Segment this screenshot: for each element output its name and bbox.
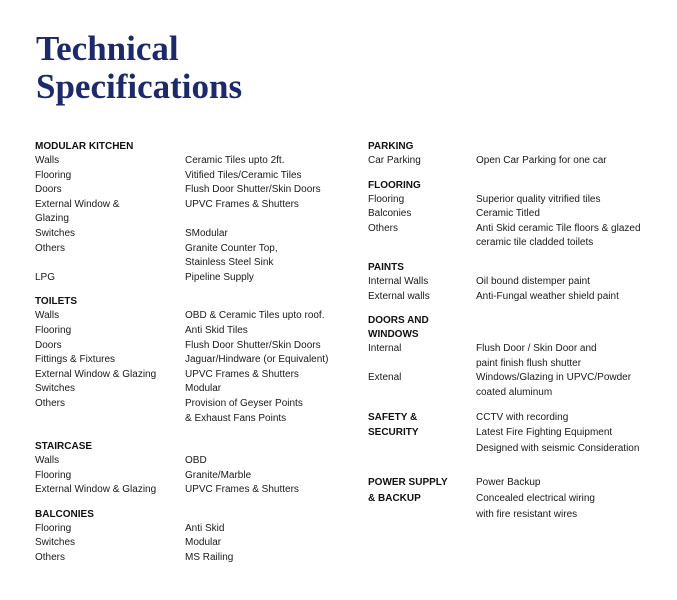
- spec-label: External Window &: [35, 198, 120, 210]
- section-heading: SECURITY: [368, 427, 419, 439]
- title-line-2: Specifications: [36, 67, 243, 106]
- spec-value: UPVC Frames & Shutters: [185, 368, 299, 380]
- spec-label: [368, 236, 476, 251]
- spec-label: External Window & Glazing: [35, 484, 157, 496]
- spec-row: [35, 368, 350, 383]
- spec-value: Granite Counter Top,: [185, 242, 278, 254]
- spec-label: Internal Walls: [368, 275, 429, 287]
- section-heading: BALCONIES: [35, 508, 94, 520]
- spec-value: Stainless Steel Sink: [185, 257, 274, 269]
- spec-row: [35, 183, 350, 198]
- spec-label: Balconies: [368, 208, 412, 220]
- spec-value: Anti Skid ceramic Tile floors & glazed: [476, 222, 641, 234]
- spec-label: Flooring: [35, 522, 72, 534]
- spec-value: Anti Skid: [185, 522, 225, 534]
- spec-row: [368, 236, 668, 251]
- spec-value: [185, 212, 350, 227]
- spec-label: Others: [35, 552, 66, 564]
- spec-row: [368, 411, 668, 427]
- spec-row: [35, 169, 350, 184]
- section-doors-and: [368, 314, 668, 400]
- spec-label: [35, 412, 185, 427]
- spec-value: Vitified Tiles/Ceramic Tiles: [185, 169, 302, 181]
- spec-row: [35, 256, 350, 271]
- spec-row: [368, 426, 668, 442]
- spec-label: Flooring: [35, 324, 72, 336]
- spec-label: [368, 386, 476, 401]
- spec-row: [368, 222, 668, 237]
- spec-value: Superior quality vitrified tiles: [476, 193, 601, 205]
- spec-value: CCTV with recording: [476, 411, 569, 423]
- spec-value: Modular: [185, 383, 222, 395]
- section-safety: [368, 411, 668, 457]
- spec-value: Anti-Fungal weather shield paint: [476, 290, 619, 302]
- section-heading: [368, 508, 476, 522]
- spec-value: Anti Skid Tiles: [185, 324, 248, 336]
- spec-label: Others: [368, 222, 399, 234]
- spec-row: [368, 193, 668, 208]
- spec-row: [368, 290, 668, 305]
- spec-row: [35, 309, 350, 324]
- spec-label: Switches: [35, 537, 76, 549]
- spec-row: [35, 242, 350, 257]
- page-title: [36, 30, 242, 106]
- right-column: [368, 140, 668, 532]
- spec-label: Others: [35, 397, 66, 409]
- spec-value: OBD: [185, 455, 207, 467]
- spec-label: Switches: [35, 383, 76, 395]
- spec-row: [368, 476, 668, 492]
- left-column: [35, 140, 350, 576]
- spec-row: [368, 357, 668, 372]
- spec-label: Flooring: [35, 169, 72, 181]
- spec-row: [368, 207, 668, 222]
- spec-row: [35, 483, 350, 498]
- section-heading: PARKING: [368, 141, 414, 152]
- spec-row: [368, 508, 668, 523]
- spec-label: Others: [35, 242, 66, 254]
- spec-value: Open Car Parking for one car: [476, 155, 607, 166]
- section-heading: MODULAR KITCHEN: [35, 141, 134, 152]
- spec-row: [35, 227, 350, 242]
- spec-label: Switches: [35, 227, 76, 239]
- spec-label: Glazing: [35, 213, 69, 225]
- spec-label: Internal: [368, 343, 402, 355]
- spec-value: Flush Door / Skin Door and: [476, 343, 597, 355]
- section-heading: POWER SUPPLY: [368, 477, 448, 489]
- spec-value: Provision of Geyser Points: [185, 397, 303, 409]
- spec-row: [368, 492, 668, 508]
- section-power: [368, 476, 668, 522]
- spec-value: OBD & Ceramic Tiles upto roof.: [185, 310, 325, 322]
- spec-value: Latest Fire Fighting Equipment: [476, 427, 613, 439]
- spec-row: [35, 454, 350, 469]
- spec-value: ceramic tile cladded toilets: [476, 237, 594, 249]
- spec-label: Doors: [35, 184, 62, 196]
- spec-label: Walls: [35, 455, 60, 467]
- spec-value: Modular: [185, 537, 222, 549]
- spec-row: [368, 154, 668, 169]
- spec-row: [35, 154, 350, 169]
- spec-value: Oil bound distemper paint: [476, 275, 590, 287]
- spec-label: External Window & Glazing: [35, 368, 157, 380]
- spec-row: [35, 382, 350, 397]
- spec-value: SModular: [185, 227, 228, 239]
- spec-label: LPG: [35, 271, 56, 283]
- section-heading: DOORS AND: [368, 315, 429, 327]
- spec-value: Flush Door Shutter/Skin Doors: [185, 184, 321, 196]
- spec-value: with fire resistant wires: [476, 508, 578, 520]
- spec-row: [35, 353, 350, 368]
- spec-row: [35, 536, 350, 551]
- spec-label: Fittings & Fixtures: [35, 354, 116, 366]
- spec-value: & Exhaust Fans Points: [185, 412, 287, 424]
- spec-value: Windows/Glazing in UPVC/Powder: [476, 372, 632, 384]
- section-paints: [368, 261, 668, 304]
- spec-row: [35, 324, 350, 339]
- spec-label: [368, 357, 476, 372]
- spec-value: Designed with seismic Consideration: [476, 442, 640, 454]
- title-line-1: Technical: [36, 29, 179, 68]
- spec-value: Flush Door Shutter/Skin Doors: [185, 339, 321, 351]
- section-modular-kitchen: [35, 140, 350, 285]
- spec-row: [35, 412, 350, 427]
- spec-label: Flooring: [368, 193, 405, 205]
- spec-label: Walls: [35, 310, 60, 322]
- spec-value: Power Backup: [476, 477, 541, 489]
- section-heading-line-2: WINDOWS: [368, 329, 419, 341]
- section-balconies: [35, 508, 350, 566]
- spec-row: [368, 275, 668, 290]
- spec-value: Concealed electrical wiring: [476, 492, 595, 504]
- section-heading: PAINTS: [368, 261, 404, 273]
- spec-label: Car Parking: [368, 155, 421, 166]
- spec-row: [368, 442, 668, 457]
- section-parking: [368, 140, 668, 169]
- spec-value: paint finish flush shutter: [476, 357, 582, 369]
- spec-row: [35, 469, 350, 484]
- section-staircase: [35, 440, 350, 498]
- spec-value: MS Railing: [185, 552, 234, 564]
- spec-value: Pipeline Supply: [185, 271, 254, 283]
- section-heading: SAFETY &: [368, 411, 418, 423]
- section-heading: [368, 442, 476, 456]
- spec-label: [35, 256, 185, 271]
- spec-label: External walls: [368, 290, 430, 302]
- spec-label: Doors: [35, 339, 62, 351]
- spec-row: [35, 198, 350, 213]
- spec-value: UPVC Frames & Shutters: [185, 198, 299, 210]
- section-flooring: [368, 179, 668, 251]
- spec-row: [368, 342, 668, 357]
- spec-value: Jaguar/Hindware (or Equivalent): [185, 354, 329, 366]
- spec-row: [35, 397, 350, 412]
- spec-value: Granite/Marble: [185, 469, 252, 481]
- spec-label: Extenal: [368, 372, 402, 384]
- section-heading: TOILETS: [35, 296, 78, 308]
- section-heading: STAIRCASE: [35, 441, 93, 453]
- section-toilets: [35, 295, 350, 426]
- spec-row: [35, 522, 350, 537]
- spec-row: [35, 212, 350, 227]
- spec-row: [35, 551, 350, 566]
- spec-value: Ceramic Tiles upto 2ft.: [185, 155, 285, 166]
- spec-value: UPVC Frames & Shutters: [185, 484, 299, 496]
- spec-label: Walls: [35, 155, 60, 166]
- spec-value: Ceramic Titled: [476, 208, 540, 220]
- section-heading: FLOORING: [368, 179, 421, 191]
- spec-row: [368, 371, 668, 386]
- spec-label: Flooring: [35, 469, 72, 481]
- spec-row: [35, 271, 350, 286]
- section-heading: & BACKUP: [368, 492, 421, 504]
- spec-row: [35, 339, 350, 354]
- spec-row: [368, 386, 668, 401]
- spec-value: coated aluminum: [476, 386, 553, 398]
